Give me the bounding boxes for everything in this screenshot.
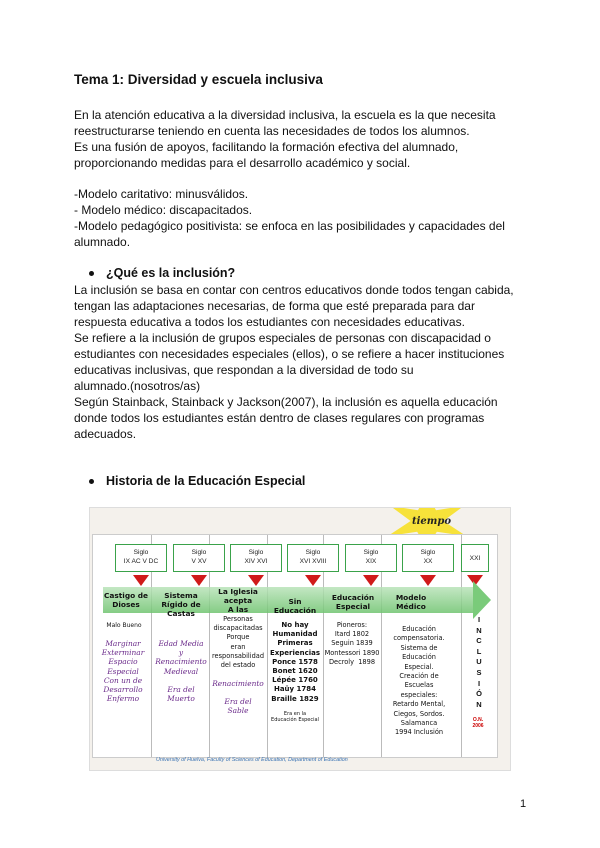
- down-arrow-icon: [248, 575, 264, 586]
- century-header: Siglo XX: [402, 544, 454, 572]
- text-line: adecuados.: [74, 427, 137, 441]
- down-arrow-icon: [363, 575, 379, 586]
- text-line: -Modelo caritativo: minusválidos.: [74, 187, 249, 201]
- page-title: Tema 1: Diversidad y escuela inclusiva: [74, 72, 323, 87]
- text-line: educativas inclusivas, que respondan a la diversidad de todo su: [74, 363, 414, 377]
- stage-detail: Era del Muerto: [167, 685, 195, 704]
- text-line: alumnado.: [74, 235, 131, 249]
- models-paragraph: [74, 186, 534, 250]
- text-line: tengan las adaptaciones necesarias, de forma que esté preparada para dar: [74, 299, 475, 313]
- stage-detail: Educación compensatoria. Sistema de Educación Especial. Creación de Escuelas especiales: Retardo Mental, Ciegos, Sordos. Salamanca 1994 Inclusión: [392, 625, 446, 737]
- star-label: tiempo: [412, 516, 452, 527]
- text-line: En la atención educativa a la diversidad inclusiva, la escuela es la que necesita: [74, 108, 496, 122]
- stage-detail: Marginar Exterminar Espacio Especial Con un de Desarrollo Enfermo: [101, 639, 145, 704]
- figure-caption: University of Huelva, Faculty of Sciences of Education, Department of Education: [156, 757, 348, 763]
- intro-paragraph: [74, 107, 534, 171]
- stage-label: La Iglesia acepta A las: [218, 587, 258, 615]
- down-arrow-icon: [133, 575, 149, 586]
- text-line: donde todos los estudiantes están dentro de clases regulares con programas: [74, 411, 485, 425]
- bullet-icon: [89, 479, 94, 484]
- down-arrow-icon: [420, 575, 436, 586]
- text-line: alumnado.(nosotros/as): [74, 379, 201, 393]
- century-header: Siglo IX AC V DC: [115, 544, 167, 572]
- text-line: -Modelo pedagógico positivista: se enfoca en las posibilidades y capacidades del: [74, 219, 505, 233]
- stage-detail: Era del Sable: [224, 697, 252, 716]
- century-header: Siglo V XV: [173, 544, 225, 572]
- stage-detail: Personas discapacitadas Porque eran responsabilidad del estado: [211, 615, 265, 670]
- stage-detail: Renacimiento: [212, 679, 264, 688]
- text-line: estudiantes con necesidades especiales (ellos), o se refiere a hacer instituciones: [74, 347, 505, 361]
- stage-label: Sistema Rígido de Castas: [161, 591, 201, 619]
- inclusion-year: O.N. 2006: [472, 717, 484, 729]
- stage-label: Sin Educación: [273, 597, 317, 616]
- heading-text: Historia de la Educación Especial: [106, 474, 306, 488]
- section-heading-inclusion: [89, 266, 235, 280]
- page-number: 1: [520, 798, 527, 810]
- text-line: La inclusión se basa en contar con centros educativos donde todos tengan cabida,: [74, 283, 514, 297]
- text-line: Es una fusión de apoyos, facilitando la formación efectiva del alumnado,: [74, 140, 459, 154]
- text-line: proporcionando medidas para el desarrollo académico y social.: [74, 156, 411, 170]
- stage-label: Educación Especial: [331, 593, 375, 612]
- inclusion-vertical-label: I N C L U S I Ó N: [476, 615, 482, 709]
- inclusion-paragraph: [74, 282, 534, 442]
- stage-detail: No hay Humanidad Primeras Experiencias Ponce 1578 Bonet 1620 Lépée 1760 Haüy 1784 Braille 1829: [269, 621, 321, 703]
- timeline-table: [92, 534, 498, 758]
- century-header: Siglo XIV XVI: [230, 544, 282, 572]
- arrow-head-icon: [473, 581, 491, 619]
- bullet-icon: [89, 271, 94, 276]
- text-line: Se refiere a la inclusión de grupos especiales de personas con discapacidad o: [74, 331, 491, 345]
- century-header: Siglo XVI XVIII: [287, 544, 339, 572]
- text-line: Según Stainback, Stainback y Jackson(2007), la inclusión es aquella educación: [74, 395, 498, 409]
- stage-detail: Edad Media y Renacimiento Medieval: [155, 639, 207, 676]
- heading-text: ¿Qué es la inclusión?: [106, 266, 236, 280]
- history-timeline-figure: [89, 507, 511, 771]
- stage-note: Era en la Educación Especial: [271, 711, 319, 723]
- text-line: - Modelo médico: discapacitados.: [74, 203, 253, 217]
- section-heading-history: [89, 474, 305, 488]
- stage-note: Malo Bueno: [106, 622, 142, 629]
- stage-detail: Pioneros: Itard 1802 Seguin 1839 Montessori 1890 Decroly 1898: [324, 621, 380, 666]
- stage-label: Castigo de Dioses: [103, 591, 149, 610]
- century-header: Siglo XIX: [345, 544, 397, 572]
- text-line: reestructurarse teniendo en cuenta las necesidades de todos los alumnos.: [74, 124, 470, 138]
- down-arrow-icon: [305, 575, 321, 586]
- century-header: XXI: [461, 544, 489, 572]
- text-line: respuesta educativa a todos los estudiantes con necesidades educativas.: [74, 315, 465, 329]
- down-arrow-icon: [191, 575, 207, 586]
- stage-label: Modelo Médico: [395, 593, 427, 612]
